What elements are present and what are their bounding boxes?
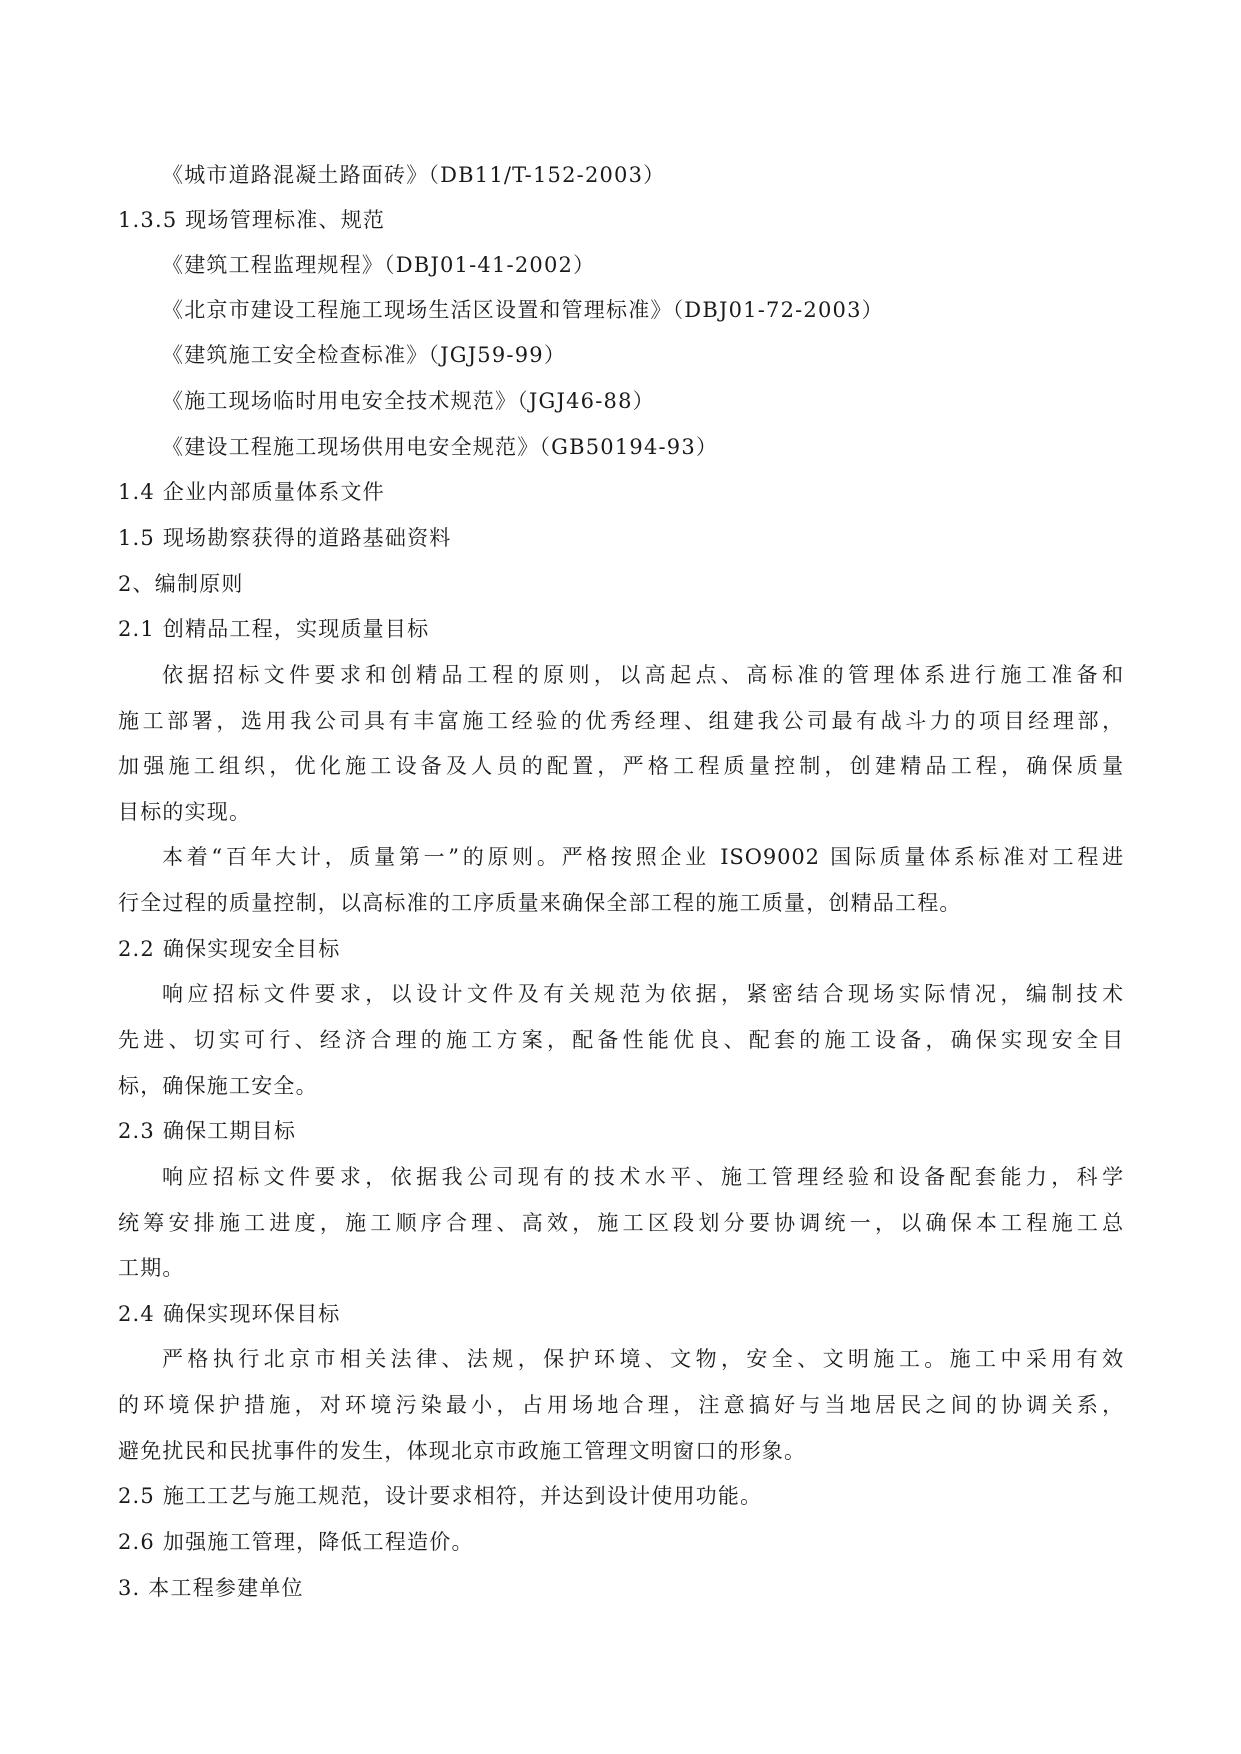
standard-ref-safety-check: 《建筑施工安全检查标准》（JGJ59-99） bbox=[162, 343, 567, 367]
paragraph-line: 先进、切实可行、经济合理的施工方案，配备性能优良、配套的施工设备，确保实现安全目 bbox=[118, 1028, 1124, 1052]
paragraph-line: 标，确保施工安全。 bbox=[118, 1074, 318, 1098]
paragraph-line: 依据招标文件要求和创精品工程的原则，以高起点、高标准的管理体系进行施工准备和 bbox=[162, 663, 1124, 687]
standard-ref-temporary-power: 《施工现场临时用电安全技术规范》（JGJ46-88） bbox=[162, 389, 655, 413]
paragraph-line: 目标的实现。 bbox=[118, 800, 252, 824]
paragraph-line: 本着“百年大计，质量第一”的原则。严格按照企业 ISO9002 国际质量体系标准对工程进 bbox=[162, 845, 1124, 869]
section-2-4-heading: 2.4 确保实现环保目标 bbox=[118, 1302, 341, 1326]
section-1-4-heading: 1.4 企业内部质量体系文件 bbox=[118, 480, 385, 504]
section-2-3-heading: 2.3 确保工期目标 bbox=[118, 1119, 297, 1143]
paragraph-line: 施工部署，选用我公司具有丰富施工经验的优秀经理、组建我公司最有战斗力的项目经理部， bbox=[118, 709, 1124, 733]
section-2-2-heading: 2.2 确保实现安全目标 bbox=[118, 937, 341, 961]
section-2-heading: 2、编制原则 bbox=[118, 572, 244, 596]
section-1-3-5-heading: 1.3.5 现场管理标准、规范 bbox=[118, 208, 386, 232]
standard-ref-supervision: 《建筑工程监理规程》（DBJ01-41-2002） bbox=[162, 253, 596, 277]
section-3-heading: 3. 本工程参建单位 bbox=[118, 1576, 304, 1600]
paragraph-line: 严格执行北京市相关法律、法规，保护环境、文物，安全、文明施工。施工中采用有效 bbox=[162, 1347, 1124, 1371]
paragraph-line: 响应招标文件要求，以设计文件及有关规范为依据，紧密结合现场实际情况，编制技术 bbox=[162, 982, 1124, 1006]
paragraph-line: 加强施工组织，优化施工设备及人员的配置，严格工程质量控制，创建精品工程，确保质量 bbox=[118, 754, 1124, 778]
section-2-1-heading: 2.1 创精品工程，实现质量目标 bbox=[118, 617, 430, 641]
section-2-6-heading: 2.6 加强施工管理，降低工程造价。 bbox=[118, 1530, 474, 1554]
paragraph-line: 的环境保护措施，对环境污染最小，占用场地合理，注意搞好与当地居民之间的协调关系， bbox=[118, 1393, 1124, 1417]
section-1-5-heading: 1.5 现场勘察获得的道路基础资料 bbox=[118, 526, 452, 550]
paragraph-line: 工期。 bbox=[118, 1256, 185, 1280]
section-2-5-heading: 2.5 施工工艺与施工规范，设计要求相符，并达到设计使用功能。 bbox=[118, 1484, 763, 1508]
paragraph-line: 避免扰民和民扰事件的发生，体现北京市政施工管理文明窗口的形象。 bbox=[118, 1439, 807, 1463]
paragraph-line: 行全过程的质量控制，以高标准的工序质量来确保全部工程的施工质量，创精品工程。 bbox=[118, 891, 962, 915]
paragraph-line: 响应招标文件要求，依据我公司现有的技术水平、施工管理经验和设备配套能力，科学 bbox=[162, 1165, 1124, 1189]
paragraph-line: 统筹安排施工进度，施工顺序合理、高效，施工区段划分要协调统一，以确保本工程施工总 bbox=[118, 1211, 1124, 1235]
standard-ref-road-pavement-brick: 《城市道路混凝土路面砖》（DB11/T-152-2003） bbox=[162, 163, 666, 187]
standard-ref-living-area: 《北京市建设工程施工现场生活区设置和管理标准》（DBJ01-72-2003） bbox=[162, 298, 884, 322]
standard-ref-power-supply: 《建设工程施工现场供用电安全规范》（GB50194-93） bbox=[162, 435, 719, 459]
